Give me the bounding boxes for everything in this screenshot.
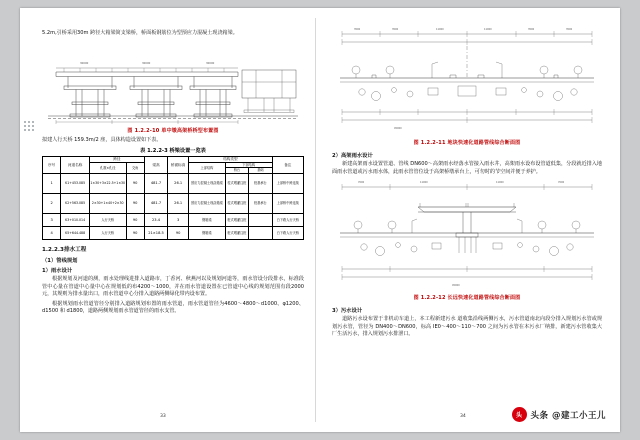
page-number-left: 33: [160, 414, 166, 419]
subheading-sewage-design: 3）污水设计: [332, 308, 363, 315]
watermark-label: 头条 @建工小王儿: [530, 410, 606, 421]
th-height: 梁高: [144, 157, 167, 174]
svg-text:45000: 45000: [452, 284, 460, 288]
section-heading-drainage: 1.2.2.3排水工程: [42, 246, 87, 253]
page-number-right: 34: [460, 414, 466, 419]
svg-text:11000: 11000: [484, 28, 492, 31]
cell-no: 4: [43, 226, 61, 239]
svg-text:7000: 7000: [358, 181, 365, 185]
svg-text:30000: 30000: [206, 61, 215, 65]
cell-height: 21×18.5: [144, 226, 167, 239]
cell-name: K5+644.488: [61, 226, 90, 239]
cell-remark: 上部桥中跨连续: [272, 193, 303, 213]
cell-abut: 桩基承台: [249, 193, 272, 213]
subheading-pipeline-plan: （1）管线规划: [42, 257, 78, 264]
cell-pier: 桩式墩灌注桩: [225, 213, 248, 226]
right-paragraph-2: 道路污水设布置于非机动车道上，本工程新建污水 道收集沿线两侧污水，污水管道南北向段分排入规划污水管或规划污水管，管径为 DN400～DN600，标高 IE0～400～110～700 之间为污水管在本污水厂纳排，新建污水管收集大厂生活污水，排入规划污水排泄口。: [332, 316, 602, 338]
cell-span: 1×30+3×22.5+1×30: [89, 173, 126, 193]
svg-text:30000: 30000: [80, 61, 89, 65]
cell-sup: 钢箱梁: [189, 226, 226, 239]
cell-height: 481.7: [144, 173, 167, 193]
cell-height: 23.4: [144, 213, 167, 226]
cell-pier: 柱式墩灌注桩: [225, 173, 248, 193]
cell-deck: 26.1: [168, 173, 189, 193]
table-caption: 表 1.2.2-3 桥梁设置一览表: [140, 148, 206, 155]
th-angle: 交角: [126, 162, 144, 173]
th-name: 河道名称: [61, 157, 90, 174]
figure-caption-pipeline-section-1: 图 1.2.2-11 地块快速化道路管线综合断面图: [413, 140, 521, 146]
subheading-stormwater-design: 1）雨水设计: [42, 267, 73, 274]
svg-text:7000: 7000: [558, 181, 565, 185]
th-pier: 桥台: [225, 168, 248, 174]
cell-sup: 预应力混凝土现浇箱梁: [189, 173, 226, 193]
left-column: [42, 8, 304, 432]
cell-name: K1+453.085: [61, 173, 90, 193]
cell-deck: 90: [168, 226, 189, 239]
table-row: [43, 226, 304, 239]
th-structure: 结构类型: [189, 157, 273, 163]
svg-text:3500: 3500: [566, 28, 573, 31]
figure-pipeline-section-1: [332, 26, 602, 138]
th-deck-elev: 桥面标高: [168, 157, 189, 174]
figure-bridge-elevation: [42, 42, 304, 126]
svg-text:11000: 11000: [436, 28, 444, 31]
th-superstructure: 上部结构: [189, 162, 226, 173]
svg-text:3500: 3500: [354, 28, 361, 31]
subheading-elevated-stormwater: 2）高架雨水设计: [332, 153, 373, 159]
cell-angle: 90: [126, 213, 144, 226]
cell-abut: [249, 213, 272, 226]
right-paragraph-1: 新建高架雨水设置管道、管线 DN600～高架雨水经落水管接入雨水井，高架雨水设布设管道低集，分段就近排入地面雨水管道或污水雨水体，此雨水管管位设于高架桥墩承台上，可勿时的节空间并便于养护。: [332, 161, 602, 175]
svg-text:3500: 3500: [392, 28, 399, 31]
cell-sup: 预应力混凝土现浇箱梁: [189, 193, 226, 213]
figure-pipeline-section-2: [332, 181, 602, 293]
right-column: [332, 8, 602, 432]
cell-abut: [249, 226, 272, 239]
figure-caption-bridge-layout: 图 1.2.2-10 单中墩高架桥桥型布置图: [127, 127, 219, 134]
cell-sup: 钢箱梁: [189, 213, 226, 226]
cell-remark: 白下路人行天桥: [272, 226, 303, 239]
cell-no: 1: [43, 173, 61, 193]
bridge-spec-table: [42, 156, 304, 240]
cell-no: 2: [43, 193, 61, 213]
document-page: [20, 8, 620, 432]
svg-text:30000: 30000: [142, 61, 151, 65]
th-span: 跨径: [89, 157, 144, 163]
cell-span: 人行天桥: [89, 226, 126, 239]
cell-pier: 桩式墩灌注桩: [225, 226, 248, 239]
th-foundation: 基础: [249, 168, 272, 174]
cell-height: 481.7: [144, 193, 167, 213]
cell-deck: 26.1: [168, 193, 189, 213]
cell-remark: 上部桥中跨连续: [272, 173, 303, 193]
cell-angle: 90: [126, 173, 144, 193]
figure-caption-pipeline-section-2: 图 1.2.2-12 长远快速化道路管线综合断面图: [413, 295, 521, 302]
left-paragraph-3: 根据规划及河道的测，雨水处理线进排入道路市，丁香河、秋燕河以及规划河道等，雨水管设分段排水，标准段管中心量在管道中心量中心在规划低的布4200～1000，并在雨水管道设置在已管道中心线的规划范围有段2000元，其规则为排水量出口，雨水管道中心分排入道路两侧绿化带内设布置。: [42, 275, 304, 298]
th-span-count: 孔数×孔径: [89, 162, 126, 173]
svg-text:3500: 3500: [528, 28, 535, 31]
th-substructure: 下部结构: [225, 162, 272, 168]
cell-no: 3: [43, 213, 61, 226]
svg-text:11000: 11000: [496, 181, 504, 185]
cell-remark: 白下路人行天桥: [272, 213, 303, 226]
svg-text:11000: 11000: [420, 181, 428, 185]
cell-name: K2+563.085: [61, 193, 90, 213]
svg-text:45000: 45000: [394, 127, 402, 130]
cell-name: K3+010.014: [61, 213, 90, 226]
table-row: [43, 173, 304, 193]
left-paragraph-4: 根据规划雨水管道管径分别排入道路规划布置的雨水管道，雨水管道管径为4600～4800～d1000、φ1200、d1500 和 d1800，道路两侧规划雨水管道管径的雨水支管。: [42, 300, 304, 315]
left-paragraph-1: 5.2m,引桥采用30m 跨径大箱梁简支梁桥，桥面板钢筋位为型预应力混凝土现浇箱梁。: [42, 30, 238, 36]
cell-angle: 90: [126, 226, 144, 239]
toutiao-logo-icon: 头: [512, 407, 527, 422]
column-divider: [315, 18, 316, 422]
watermark-badge: [512, 407, 606, 422]
cell-deck: 3: [168, 213, 189, 226]
page-gutter-dots: [23, 120, 37, 144]
th-remark: 备注: [272, 157, 303, 174]
th-no: 序号: [43, 157, 61, 174]
left-paragraph-2: 拟建人行天桥 159.3m/2 座，具体构造设置如下表。: [42, 136, 162, 143]
cell-span: 人行天桥: [89, 213, 126, 226]
table-row: [43, 213, 304, 226]
table-row: [43, 193, 304, 213]
cell-span: 2×30+1×40+2×30: [89, 193, 126, 213]
cell-angle: 90: [126, 193, 144, 213]
cell-pier: 柱式墩灌注桩: [225, 193, 248, 213]
cell-abut: 桩基承台: [249, 173, 272, 193]
